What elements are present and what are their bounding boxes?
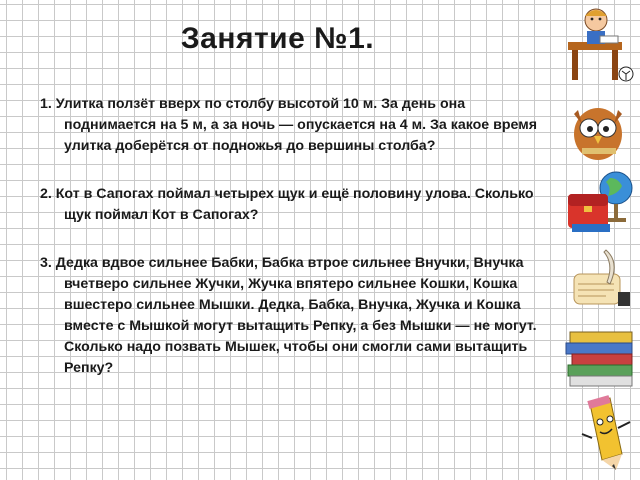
books-stack-icon xyxy=(560,324,640,390)
task-list xyxy=(40,94,560,379)
task-2: 2. Кот в Сапогах поймал четырех щук и ещё половину улова. Сколько щук поймал Кот в Сапогах? xyxy=(40,186,534,223)
schoolboy-at-desk-icon xyxy=(560,2,640,86)
owl-icon xyxy=(560,94,640,164)
quill-and-scroll-icon xyxy=(560,244,640,316)
globe-and-schoolbag-icon xyxy=(560,166,640,238)
decoration-column xyxy=(560,0,640,480)
pencil-character-icon xyxy=(560,394,640,478)
page-title: Занятие №1. xyxy=(180,22,375,55)
task-3: 3. Дедка вдвое сильнее Бабки, Бабка втрое сильнее Внучки, Внучка вчетверо сильнее Жучки, Жучка впятеро сильнее Кошки, Кошка вшестеро сильнее Мышки. Дедка, Бабка, Внучка, Жучка и Кошка вместе с Мышкой могут вытащить Репку, а без Мышки — не могут. Сколько надо позвать Мышек, чтобы они смогли сами вытащить Репку? xyxy=(40,255,537,376)
task-1: 1. Улитка ползёт вверх по столбу высотой 10 м. За день она поднимается на 5 м, а за ночь — опускается на 4 м. За какое время улитка доберётся от подножья до вершины столба? xyxy=(40,96,537,154)
